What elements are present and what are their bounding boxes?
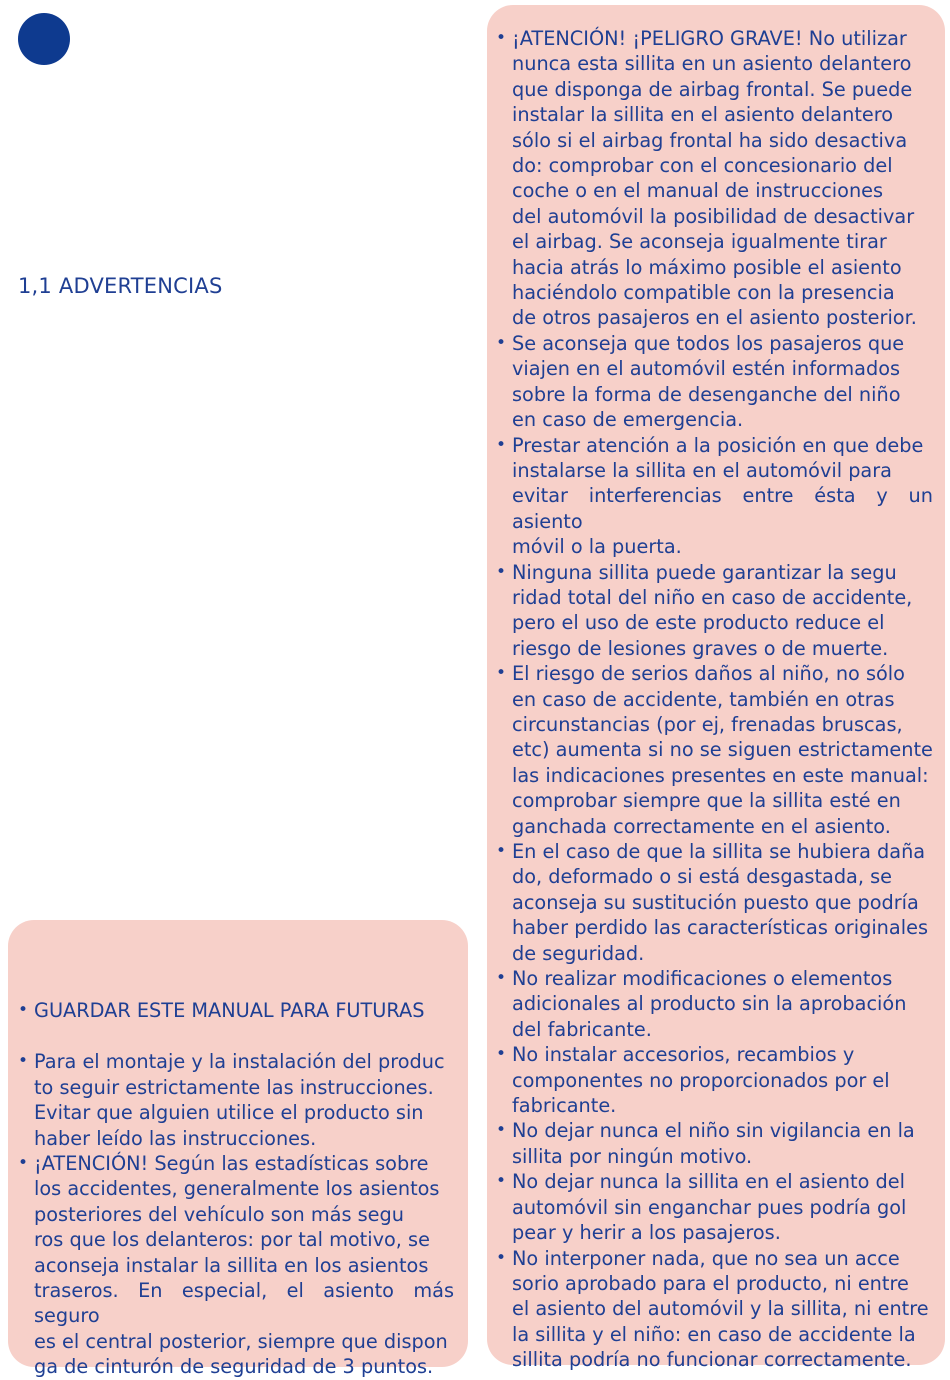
section-title: 1,1 ADVERTENCIAS [18,274,223,298]
warning-item: • GUARDAR ESTE MANUAL PARA FUTURAS [18,998,454,1023]
warning-item: • Se aconseja que todos los pasajeros que viajen en el automóvil estén informados sobre la forma de desenganche del niño en caso de emergencia. [496,331,933,433]
warning-item: • No dejar nunca el niño sin vigilancia en la sillita por ningún motivo. [496,1118,933,1169]
warning-item: • No realizar modificaciones o elementos adicionales al producto sin la aprobación del fabricante. [496,966,933,1042]
warnings-list-left [18,998,454,1380]
warning-item: • No dejar nunca la sillita en el asiento del automóvil sin enganchar pues podría gol pear y herir a los pasajeros. [496,1169,933,1245]
warnings-box-right [487,5,945,1372]
warning-item: • ¡ATENCIÓN! ¡PELIGRO GRAVE! No utilizar nunca esta sillita en un asiento delantero que disponga de airbag frontal. Se puede instalar la sillita en el asiento delantero sólo si el airbag frontal ha sido desactiva do: comprobar con el concesionario del coche o en el manual de instrucciones del automóvil la posibilidad de desactivar el airbag. Se aconseja igualmente tirar hacia atrás lo máximo posible el asiento haciéndolo compatible con la presencia de otros pasajeros en el asiento posterior. [496,26,933,331]
warning-item: • Para el montaje y la instalación del produc to seguir estrictamente las instrucciones. Evitar que alguien utilice el producto sin haber leído las instrucciones. [18,1049,454,1151]
warnings-list-right [496,26,933,1373]
warning-item: • No interponer nada, que no sea un acce sorio aprobado para el producto, ni entre el asiento del automóvil y la sillita, ni entre la sillita y el niño: en caso de accidente la sillita podría no funcionar correctamente. [496,1246,933,1373]
warning-item: • Prestar atención a la posición en que debe instalarse la sillita en el automóvil para evitar interferencias entre ésta y un asiento móvil o la puerta. [496,433,933,560]
warning-item: • ¡ATENCIÓN! Según las estadísticas sobre los accidentes, generalmente los asientos posteriores del vehículo son más segu ros que los delanteros: por tal motivo, se aconseja instalar la sillita en los asientos traseros. En especial, el asiento más seguro es el central posterior, siempre que dispon ga de cinturón de seguridad de 3 puntos. [18,1151,454,1380]
warnings-box-left [8,920,468,1379]
section-marker-dot [18,13,70,65]
warning-item: • El riesgo de serios daños al niño, no sólo en caso de accidente, también en otras circunstancias (por ej, frenadas bruscas, etc) aumenta si no se siguen estrictamente las indicaciones presentes en este manual: comprobar siempre que la sillita esté en ganchada correctamente en el asiento. [496,661,933,839]
warning-item: • No instalar accesorios, recambios y componentes no proporcionados por el fabricante. [496,1042,933,1118]
warning-item: • Ninguna sillita puede garantizar la segu ridad total del niño en caso de accidente, pero el uso de este producto reduce el riesgo de lesiones graves o de muerte. [496,560,933,662]
warning-item: • En el caso de que la sillita se hubiera daña do, deformado o si está desgastada, se aconseja su sustitución puesto que podría haber perdido las características originales de seguridad. [496,839,933,966]
